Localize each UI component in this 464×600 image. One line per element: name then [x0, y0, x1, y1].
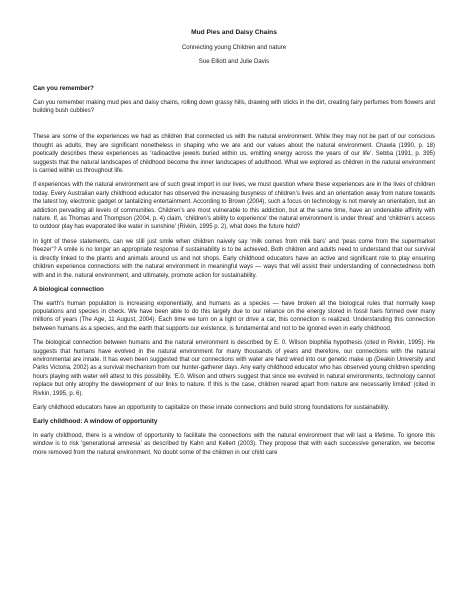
document-authors: Sue Elliott and Julie Davis	[198, 58, 270, 65]
paragraph: If experiences with the natural environment are of such great import in our lives, we must question where these experiences are in the lives of children today. Every Australian early childhood educator has observed the increasing busyness of children’s lives and an orientation away from nature towards the latest toy, electronic gadget or tantalizing entertainment. According to Brown (2004), such a focus on technology is not merely an orientation, but an addiction pervading all levels of communities. Children’s are most vulnerable to this addiction, but at the same time, have an undeniable affinity with nature. If, as Thomas and Thompson (2004, p. 4) claim, ‘children’s ability to experience’ the natural environment is under threat’ and ‘children’s access to outdoor play has evaporated like water in sunshine’ (Rivkin, 1995 p. 2), what does the future hold?	[33, 182, 435, 231]
section-heading: A biological connection	[33, 285, 104, 293]
paragraph: The biological connection between humans and the natural environment is described by E. 0. Wilson biophilia hypothesis (cited in Rivkin, 1995). He suggests that humans have evolved in the natural environment for many thousands of years and therefore, our connections with the natural environmental are innate. It has even been suggested that our connections with water are hard wired into our genetic make up (Deakin University and Parks Victoria, 2002) as a survival mechanism from our hunter-gatherer days. Any early childhood educator who has observed young children spending hours playing with water will attest to this possibility. ‘E.0. Wilson and others suggest that since we evolved in natural environments, technology cannot replace but only atrophy the development of our links to nature. If this is the case, children reared apart from nature are necessarily limited’ (cited in Rivkin, 1995, p. 6).	[33, 340, 435, 397]
paragraph: In early childhood, there is a window of opportunity to facilitate the connections with the natural environment that will last a lifetime. To ignore this window is to risk ‘generational amnesia’ as described by Kahn and Kellert (2003). They propose that with each successive generation, we become more removed from the natural environment. No doubt some of the children in our child care	[33, 432, 435, 456]
paragraph: Early childhood educators have an opportunity to capitalize on these innate connections and build strong foundations for sustainability.	[33, 404, 390, 411]
paragraph: These are some of the experiences we had as children that connected us with the natural environment. While they may not be part of our conscious thought as adults, they are significant nonetheless in shaping who we are and our values about the natural environment. Chawla (1990, p. 18) poetically describes these experiences as ‘radioactive jewels buried within us, emitting energy across the years of our life’. Sebba (1991, p. 395) suggests that the natural landscapes of childhood become the inner landscapes of adulthood. What we explored as children in the natural environment is carried within us throughout life.	[33, 134, 435, 175]
paragraph: In light of these statements, can we still just smile when children naively say ‘milk comes from milk bars’ and ‘peas come from the supermarket freezer’? A smile is no longer an appropriate response if sustainability is to be achieved. Both children and adults need to understand that our survival is directly linked to the plants and animals around us and not shops. Early childhood educators have an active and significant role to play ensuring children experience connections with the natural environment in meaningful ways — ways that will assist their understanding of connectedness both with and in the. natural environment, and ultimately, promote action for sustainability.	[33, 238, 435, 279]
section-heading: Can you remember?	[33, 85, 94, 92]
section-heading: Early childhood: A window of opportunity	[33, 418, 158, 426]
document-header	[33, 28, 435, 66]
paragraph: The earth’s human population is increasing exponentially, and humans as a species — have broken all the biological rules that normally keep populations and species in check. We have been able to do this largely due to our reliance on the energy stored in fossil fuels formed over many millions of years (The Age, 11 August, 2004). Each time we turn on a light or drive a car, this connection is realized. Understanding this connection between humans as a species, and the earth that supports our existence, is fundamental and not to be ignored even in early childhood.	[33, 300, 435, 332]
paragraph: Can you remember making mud pies and daisy chains, rolling down grassy hills, drawing with sticks in the dirt, creating fairy perfumes from flowers and building bush cubbies?	[33, 99, 435, 114]
document-subtitle: Connecting young Children and nature	[181, 44, 287, 51]
section-can-you-remember	[33, 85, 435, 280]
section-biological-connection	[33, 286, 435, 412]
section-window-of-opportunity	[33, 418, 435, 457]
document-title: Mud Pies and Daisy Chains	[191, 29, 277, 36]
